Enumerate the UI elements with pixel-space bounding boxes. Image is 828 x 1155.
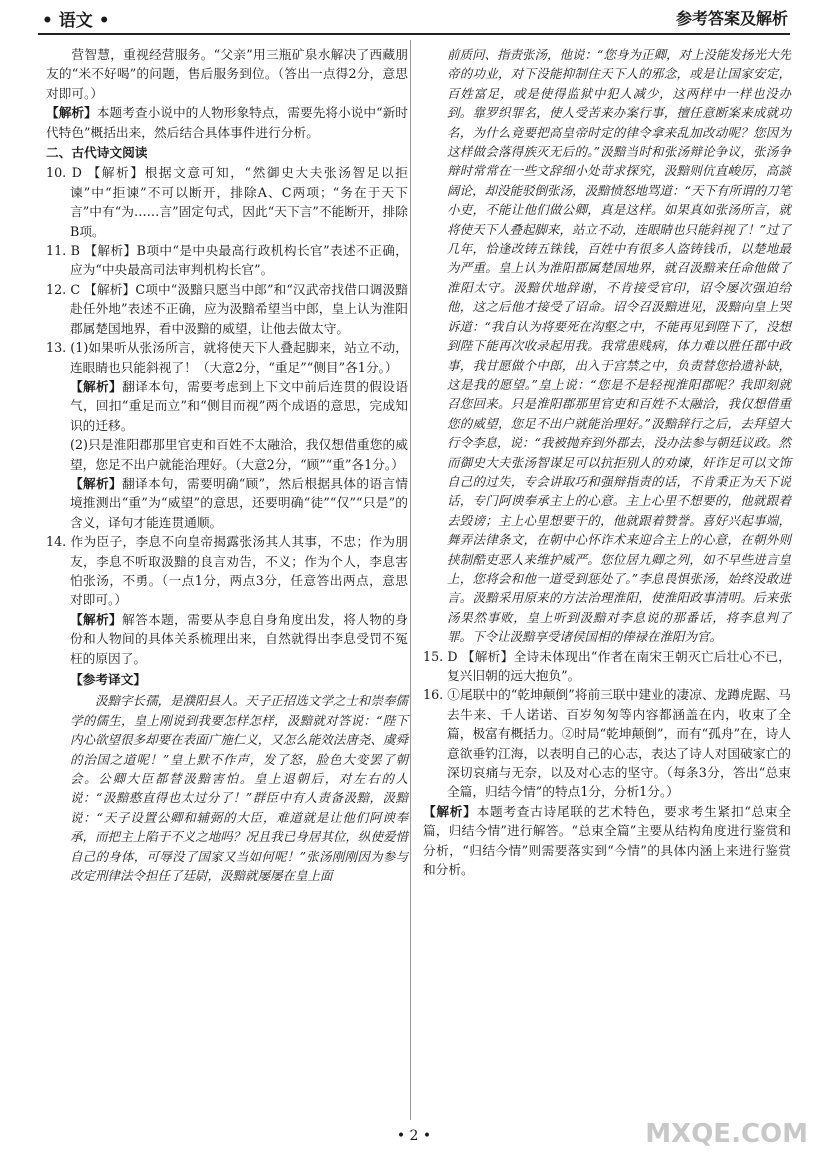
right-column bbox=[423, 45, 791, 879]
analysis-text: 解答本题，需要从李息自身角度出发，将人物的身份和人物间的具体关系梳理出来，自然就得出李息受罚不冤枉的原因了。 bbox=[70, 611, 409, 666]
answer-11: 11. B 【解析】B项中“是中央最高行政机构长官”表述不正确，应为“中央最高司法审判机构长官”。 bbox=[46, 243, 408, 278]
answer-14-analysis bbox=[46, 610, 408, 668]
analysis-text: 本题考查古诗尾联的艺术特色，要求考生紧扣“总束全篇，归结今情”进行解答。“总束全篇”主要从结构角度进行鉴赏和分析，“归结今情”则需要落实到“今情”的具体内涵上来进行鉴赏和分析。 bbox=[423, 803, 791, 878]
column-divider bbox=[410, 40, 411, 1120]
answer-10: 10. D 【解析】根据文意可知，“然御史大夫张汤智足以拒谏”中“拒谏”不可以断开，排除A、C两项；“务在于天下言”中有“为……言”固定句式，因此“天下言”不能断开，排除B项。 bbox=[46, 165, 408, 239]
left-column bbox=[46, 45, 408, 885]
section-title: 二、古代诗文阅读 bbox=[46, 145, 148, 161]
answer-13-1-analysis bbox=[46, 377, 408, 435]
answer-title: 参考答案及解析 bbox=[675, 9, 788, 28]
analysis-tag: 【解析】 bbox=[70, 611, 123, 627]
analysis-text: 翻译本句，需要考虑到上下文中前后连贯的假设语气，回扣“重足而立”和“侧目而视”两个成语的意思，完成知识的迁移。 bbox=[70, 378, 409, 433]
analysis-text: 翻译本句，需要明确“顾”，然后根据具体的语言情境推测出“重”为“威望”的意思，还要明确“徒”“仅”“只是”的含义，译句才能连贯通顺。 bbox=[70, 475, 409, 530]
intro-analysis-text: 本题考查小说中的人物形象特点，需要先将小说中“新时代特色”概括出来，然后结合具体事件进行分析。 bbox=[46, 105, 408, 140]
subject-label: • 语文 • bbox=[42, 11, 110, 31]
page-number: • 2 • bbox=[396, 1128, 432, 1144]
answer-15: 15. D 【解析】全诗未体现出“作者在南宋王朝灭亡后壮心不已，复兴旧朝的远大抱负”。 bbox=[423, 648, 791, 683]
answer-13-2: (2)只是淮阳郡那里官吏和百姓不太融洽，我仅想借重您的威望，您足不出户就能治理好。（大意2分，“顾”“重”各1分。） bbox=[70, 437, 408, 472]
analysis-tag: 【解析】 bbox=[46, 105, 97, 121]
header-rule bbox=[38, 33, 790, 35]
watermark: MXQE.COM bbox=[645, 1119, 808, 1149]
intro-analysis bbox=[46, 103, 408, 142]
answer-12: 12. C 【解析】C项中“汲黯只愿当中郎”和“汉武帝找借口调汲黯赴任外地”表述不正确，应为汲黯希望当中郎，皇上认为淮阳郡属楚国地界，看中汲黯的威望，让他去做太守。 bbox=[46, 281, 408, 336]
translation-title: 【参考译文】 bbox=[70, 672, 147, 687]
translation-continued: 前质问、指责张汤，他说：“您身为正卿，对上没能发扬光大先帝的功业，对下没能抑制住天下人的邪念，或是让国家安定，百姓富足，或是使得监狱中犯人减少，这两样中一样也没办到。靠罗织罪名，使人受苦来办案行事，擅任意断案来成就功名，为什么竟要把高皇帝时定的律令拿来乱加改动呢？您因为这样做会落得族灭无后的。”汲黯当时和张汤辩论争议，张汤争辩时常常在一些文辞细小处苛求探究，汲黯则伉直峻厉，高談阔论，却没能驳倒张汤，汲黯愤怒地骂道：“天下有所谓的刀笔小吏，不能让他们做公卿，真是这样。如果真如张汤所言，就将使天下人叠起脚来，站立不动，连眼睛也只能斜视了！”过了几年，恰逢改铸五铢钱，百姓中有很多人盗铸钱币，以楚地最为严重。皇上认为淮阳郡属楚国地界，就召汲黯来任命他做了淮阳太守。汲黯伏地辞谢，不肯接受官印，诏令屡次强迫给他，这之后他才接受了诏命。诏令召汲黯进见，汲黯向皇上哭诉道：“我自认为将要死在沟壑之中，不能再见到陛下了，没想到陛下能再次收录起用我。我常患贱病，体力难以胜任郡中政事，我甘愿做个中郎，出入于宫禁之中，负责替您拾遗补缺，这是我的愿望。”皇上说：“您是不是轻视淮阳郡呢？我即刻就召您回来。只是淮阳郡那里官吏和百姓不太融洽，我仅想借重您的威望，您足不出户就能治理好。”汲黯辞行之后，去拜望大行令李息，说：“我被抛弃到外郡去，没办法参与朝廷议政。然而御史大夫张汤智谋足可以抗拒别人的劝谏，奸诈足可以文饰自己的过失，专会讲取巧和强辩指责的话，不肯秉正为天下说话，专门阿谀奉承主上的心意。主上心里不想要的，他就跟着去毁谤；主上心里想要干的，他就跟着赞誉。喜好兴起事端，舞弄法律条文，在朝中心怀诈术来迎合主上的心意，在朝外则挟制酷吏恶人来维护威严。您位居九卿之列，如不早些进言皇上，您将会和他一道受到惩处了。”李息畏惧张汤，始终没敢进言。汲黯采用原来的方法治理淮阳，使淮阳政事清明。后来张汤果然事败，皇上听到汲黯对李息说的那番话，将李息判了罪。下令让汲黯享受诸侯国相的俸禄在淮阳为官。 bbox=[447, 47, 791, 645]
intro-text: 营智慧，重视经营服务。“父亲”用三瓶矿泉水解决了西藏朋友的“米不好喝”的问题，售后服务到位。（答出一点得2分，意思对即可。） bbox=[46, 47, 408, 101]
translation-text: 汲黯字长孺，是濮阳县人。天子正招选文学之士和崇奉儒学的儒生，皇上刚说到我要怎样怎样，汲黯就对答说：“陛下内心欲望很多却要在表面广施仁义，又怎么能效法唐尧、虞舜的治国之道呢！”皇上默不作声，发了怒，脸色大变罢了朝会。公卿大臣都替汲黯害怕。皇上退朝后，对左右的人说：“汲黯憨直得也太过分了！”群臣中有人责备汲黯，汲黯说：“天子设置公卿和辅弼的大臣，难道就是让他们阿谀奉承，而把主上陷于不义之地吗？况且我已身居其位，纵使爱惜自己的身体，可辱没了国家又当如何呢！”张汤刚刚因为参与改定刑律法令担任了廷尉，汲黯就屡屡在皇上面 bbox=[70, 693, 408, 884]
answer-13-2-analysis bbox=[46, 474, 408, 532]
analysis-tag: 【解析】 bbox=[70, 475, 122, 491]
analysis-tag: 【解析】 bbox=[70, 378, 123, 394]
analysis-tag: 【解析】 bbox=[423, 803, 477, 819]
answer-16-analysis bbox=[423, 802, 791, 880]
answer-16: 16. ①尾联中的“乾坤颠倒”将前三联中建业的凄凉、龙蹲虎踞、马去牛来、千人诺诺、百岁匆匆等内容都涵盖在内，收束了全篇，极富有概括力。②时局“乾坤颠倒”，而有“孤舟”在，诗人意欲垂钓江海，以表明自己的心志，表达了诗人对国破家亡的深切哀痛与无奈，以及对心志的坚守。（每条3分，答出“总束全篇，归结今情”的特点1分，分析1分。） bbox=[423, 687, 791, 800]
page-header bbox=[38, 0, 790, 34]
answer-13-1: 13. (1)如果听从张汤所言，就将使天下人叠起脚来，站立不动，连眼睛也只能斜视了！（大意2分，“重足”“侧目”各1分。） bbox=[46, 340, 408, 375]
answer-14: 14. 作为臣子，李息不向皇帝揭露张汤其人其事，不忠；作为朋友，李息不听取汲黯的良言劝告，不义；作为个人，李息害怕张汤，不勇。（一点1分，两点3分，任意答出两点，意思对即可。） bbox=[46, 534, 408, 608]
